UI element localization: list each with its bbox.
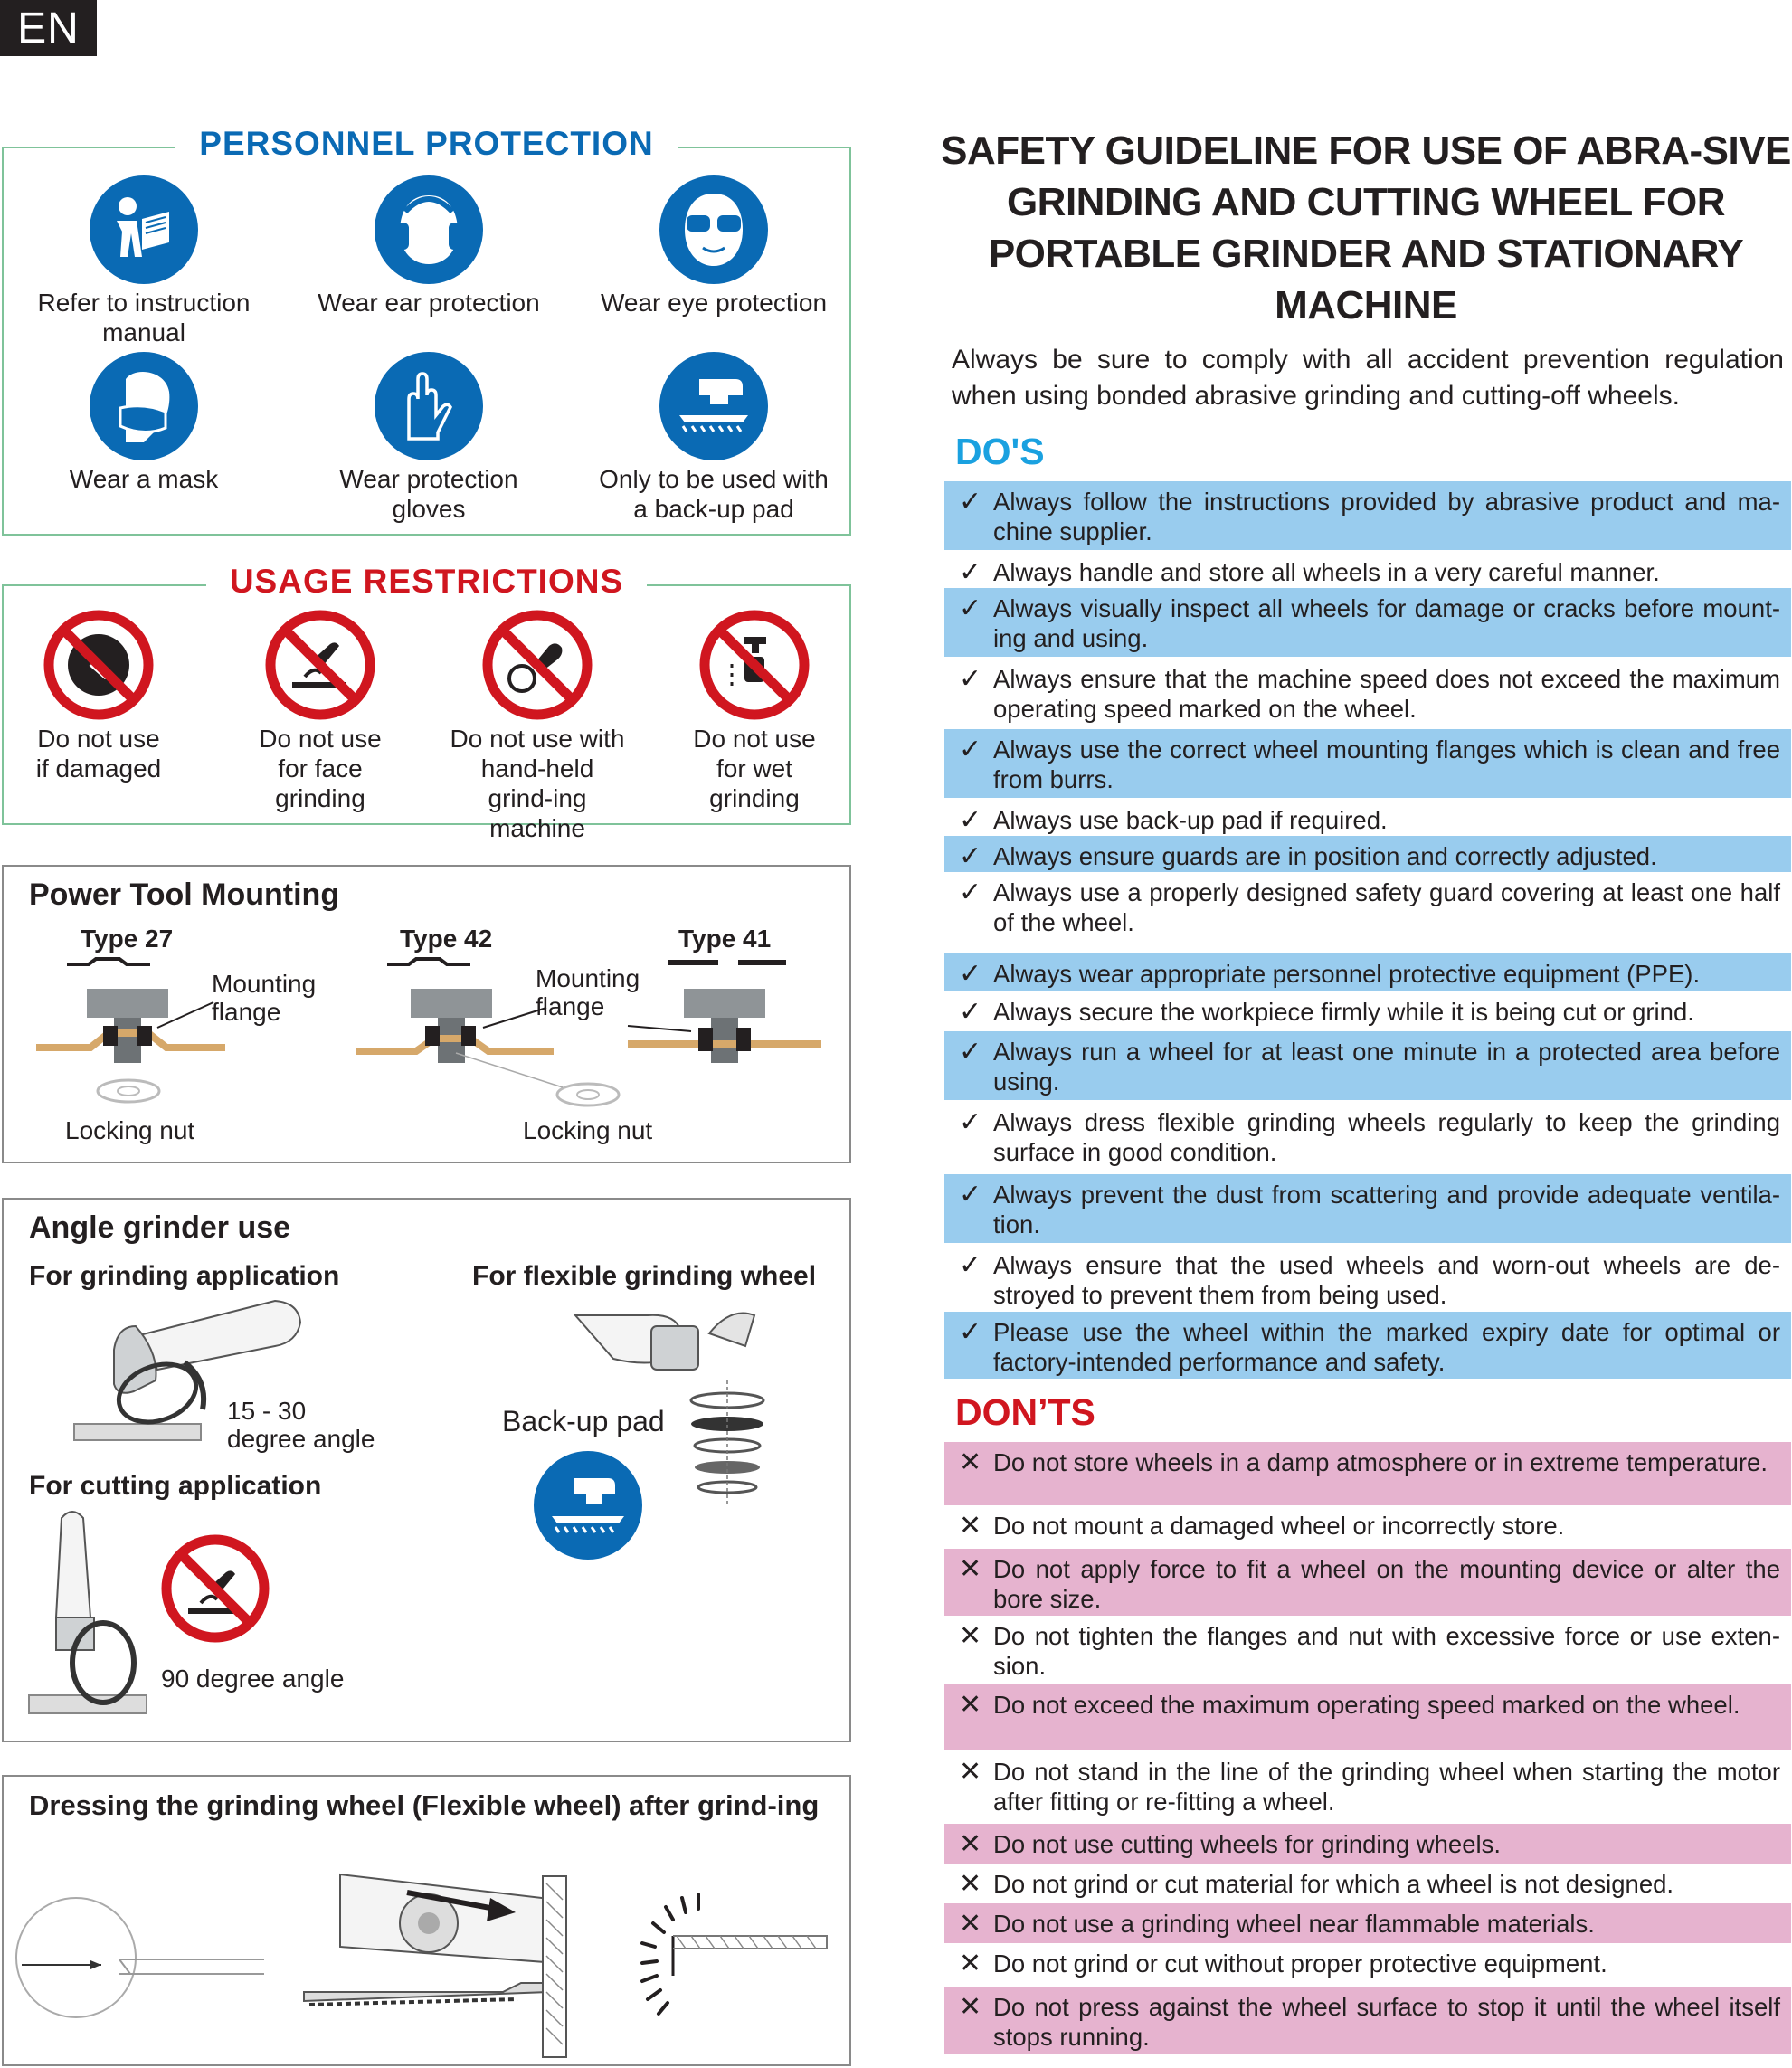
pp-label-mask: Wear a mask <box>69 465 219 493</box>
flange-label-1: Mounting flange <box>212 970 317 1026</box>
check-icon: ✓ <box>959 487 982 517</box>
personnel-protection-panel <box>2 125 851 536</box>
cross-icon: ✕ <box>959 1869 982 1899</box>
type41-label: Type 41 <box>678 925 772 953</box>
dos-item <box>944 836 1791 872</box>
cross-icon: ✕ <box>959 1447 982 1477</box>
pp-item-ear <box>307 175 551 318</box>
dos-item-text: Always secure the workpiece firmly while it is being cut or grind. <box>993 998 1694 1026</box>
type27-label: Type 27 <box>81 925 174 953</box>
eye-protection-icon <box>659 175 768 284</box>
cross-icon: ✕ <box>959 1909 982 1939</box>
pp-item-eye <box>592 175 836 318</box>
donts-item <box>944 1616 1791 1683</box>
donts-item <box>944 1505 1791 1549</box>
pp-item-gloves <box>307 352 551 524</box>
dos-item <box>944 552 1791 588</box>
dos-item <box>944 991 1791 1031</box>
donts-item-text: Do not press against the wheel surface to stop it until the wheel itself stops running. <box>993 1993 1780 2051</box>
angle-grinder-panel <box>2 1198 851 1742</box>
dressing-diagram <box>4 1777 849 2066</box>
dos-item-text: Always visually inspect all wheels for damage or cracks before mount-ing and using. <box>993 594 1780 652</box>
check-icon: ✓ <box>959 841 982 871</box>
donts-item <box>944 1684 1791 1750</box>
cutting-application-title: For cutting application <box>29 1471 322 1501</box>
usage-restrictions-title: USAGE RESTRICTIONS <box>206 563 647 600</box>
angle-grinder-diagram <box>4 1200 849 1742</box>
donts-item-text: Do not exceed the maximum operating speed marked on the wheel. <box>993 1691 1740 1719</box>
check-icon: ✓ <box>959 735 982 764</box>
gloves-icon <box>375 352 483 460</box>
donts-item <box>944 1864 1791 1903</box>
mounting-title: Power Tool Mounting <box>29 877 340 912</box>
flexible-wheel-title: For flexible grinding wheel <box>472 1261 817 1291</box>
guideline-intro: Always be sure to comply with all accident prevention regulation when using bonded abrasive grinding and cutting-off wheels. <box>952 345 1784 411</box>
pp-label-gloves: Wear protection gloves <box>339 465 518 523</box>
dos-item-text: Always use the correct wheel mounting flanges which is clean and free from burrs. <box>993 735 1780 793</box>
pp-item-manual <box>22 175 266 347</box>
ur-item-face <box>230 610 411 813</box>
dos-item-text: Always ensure that the machine speed does not exceed the maximum operating speed marked on the wheel. <box>993 665 1780 723</box>
donts-item <box>944 1442 1791 1505</box>
donts-item-text: Do not use a grinding wheel near flammable materials. <box>993 1910 1595 1938</box>
check-icon: ✓ <box>959 557 982 587</box>
check-icon: ✓ <box>959 1317 982 1347</box>
check-icon: ✓ <box>959 1250 982 1280</box>
angle-grinder-title: Angle grinder use <box>29 1210 291 1245</box>
donts-item-text: Do not use cutting wheels for grinding wheels. <box>993 1830 1502 1858</box>
dos-item <box>944 1245 1791 1314</box>
language-badge: EN <box>0 0 97 56</box>
ur-label-wet: Do not use for wet grinding <box>693 725 816 812</box>
ur-item-wet <box>664 610 845 813</box>
cross-icon: ✕ <box>959 1949 982 1978</box>
ur-label-face: Do not use for face grinding <box>259 725 382 812</box>
ur-item-damaged <box>8 610 189 783</box>
usage-restrictions-panel <box>2 563 851 842</box>
ur-label-damaged: Do not use if damaged <box>35 725 162 783</box>
donts-item <box>944 1903 1791 1943</box>
personnel-protection-title: PERSONNEL PROTECTION <box>175 125 677 162</box>
dos-item-text: Always use back-up pad if required. <box>993 806 1388 834</box>
dos-item-text: Always run a wheel for at least one minute in a protected area before using. <box>993 1038 1780 1096</box>
pp-label-backup: Only to be used with a back-up pad <box>599 465 829 523</box>
donts-item <box>944 1549 1791 1616</box>
pp-item-backup <box>592 352 836 524</box>
check-icon: ✓ <box>959 664 982 694</box>
dos-item <box>944 1102 1791 1171</box>
nut-label-2: Locking nut <box>523 1116 653 1144</box>
dos-item-text: Always wear appropriate personnel protective equipment (PPE). <box>993 960 1701 988</box>
dos-item <box>944 1174 1791 1243</box>
mask-icon <box>90 352 198 460</box>
dos-item <box>944 1312 1791 1379</box>
no-damaged-wheel-icon <box>43 610 154 720</box>
back-up-pad-icon <box>659 352 768 460</box>
donts-item <box>944 1943 1791 1983</box>
dressing-panel <box>2 1775 851 2066</box>
pp-label-manual: Refer to instruction manual <box>37 289 251 346</box>
dos-item-text: Please use the wheel within the marked expiry date for optimal or factory-intended performance and safety. <box>993 1318 1780 1376</box>
dos-item-text: Always ensure that the used wheels and worn-out wheels are de-stroyed to prevent them from being used. <box>993 1251 1780 1309</box>
dos-item <box>944 481 1791 550</box>
type42-label: Type 42 <box>400 925 493 953</box>
backup-pad-label: Back-up pad <box>502 1405 665 1437</box>
donts-heading: DON’TS <box>955 1391 1095 1433</box>
dos-heading: DO'S <box>955 431 1045 472</box>
donts-item-text: Do not mount a damaged wheel or incorrectly store. <box>993 1512 1565 1540</box>
check-icon: ✓ <box>959 877 982 907</box>
dos-item-text: Always handle and store all wheels in a very careful manner. <box>993 558 1660 586</box>
dos-item <box>944 729 1791 798</box>
pp-label-ear: Wear ear protection <box>318 289 540 317</box>
dressing-title: Dressing the grinding wheel (Flexible wheel) after grind-ing <box>29 1789 820 1821</box>
mounting-panel <box>2 865 851 1163</box>
donts-item-text: Do not tighten the flanges and nut with excessive force or use exten-sion. <box>993 1622 1780 1680</box>
dos-item-text: Always ensure guards are in position and correctly adjusted. <box>993 842 1657 870</box>
no-face-grinding-icon <box>265 610 375 720</box>
dos-item <box>944 659 1791 727</box>
donts-item-text: Do not grind or cut material for which a wheel is not designed. <box>993 1870 1674 1898</box>
cross-icon: ✕ <box>959 1554 982 1584</box>
dos-item <box>944 953 1791 991</box>
no-hand-held-icon <box>482 610 593 720</box>
check-icon: ✓ <box>959 593 982 623</box>
dos-item-text: Always follow the instructions provided by abrasive product and ma-chine supplier. <box>993 488 1780 545</box>
grinding-application-title: For grinding application <box>29 1261 340 1291</box>
angle-90-label: 90 degree angle <box>161 1665 345 1693</box>
mounting-diagram <box>4 867 849 1165</box>
manual-icon <box>90 175 198 284</box>
check-icon: ✓ <box>959 1107 982 1137</box>
donts-item-text: Do not stand in the line of the grinding wheel when starting the motor after fitting or re-fitting a wheel. <box>993 1758 1780 1816</box>
donts-item <box>944 1751 1791 1818</box>
ur-label-handheld: Do not use with hand-held grind-ing machine <box>450 725 625 842</box>
dos-item <box>944 1031 1791 1100</box>
dos-item <box>944 872 1791 941</box>
ur-item-handheld <box>433 610 641 843</box>
angle-15-30-label: 15 - 30 degree angle <box>227 1397 375 1453</box>
cross-icon: ✕ <box>959 1621 982 1651</box>
dos-item-text: Always use a properly designed safety guard covering at least one half of the wheel. <box>993 878 1780 936</box>
cross-icon: ✕ <box>959 1690 982 1720</box>
pp-label-eye: Wear eye protection <box>600 289 828 317</box>
check-icon: ✓ <box>959 959 982 989</box>
check-icon: ✓ <box>959 805 982 835</box>
check-icon: ✓ <box>959 1037 982 1067</box>
dos-item <box>944 588 1791 657</box>
guideline-title: SAFETY GUIDELINE FOR USE OF ABRA-SIVE GRINDING AND CUTTING WHEEL FOR PORTABLE GRINDER AND STATIONARY MACHINE <box>941 128 1791 327</box>
dos-item-text: Always prevent the dust from scattering and provide adequate ventila-tion. <box>993 1181 1780 1238</box>
dos-item <box>944 800 1791 836</box>
check-icon: ✓ <box>959 1180 982 1209</box>
nut-label-1: Locking nut <box>65 1116 195 1144</box>
flange-label-2: Mounting flange <box>536 964 640 1020</box>
donts-item <box>944 1987 1791 2054</box>
ear-protection-icon <box>375 175 483 284</box>
cross-icon: ✕ <box>959 1757 982 1787</box>
donts-item-text: Do not apply force to fit a wheel on the mounting device or alter the bore size. <box>993 1555 1780 1613</box>
donts-item-text: Do not store wheels in a damp atmosphere or in extreme temperature. <box>993 1448 1768 1476</box>
donts-item <box>944 1824 1791 1864</box>
donts-item-text: Do not grind or cut without proper protective equipment. <box>993 1949 1607 1978</box>
cross-icon: ✕ <box>959 1829 982 1859</box>
dos-item-text: Always dress flexible grinding wheels regularly to keep the grinding surface in good condition. <box>993 1108 1780 1166</box>
check-icon: ✓ <box>959 997 982 1027</box>
pp-item-mask <box>22 352 266 494</box>
cross-icon: ✕ <box>959 1511 982 1541</box>
cross-icon: ✕ <box>959 1992 982 2022</box>
no-wet-grinding-icon <box>699 610 810 720</box>
